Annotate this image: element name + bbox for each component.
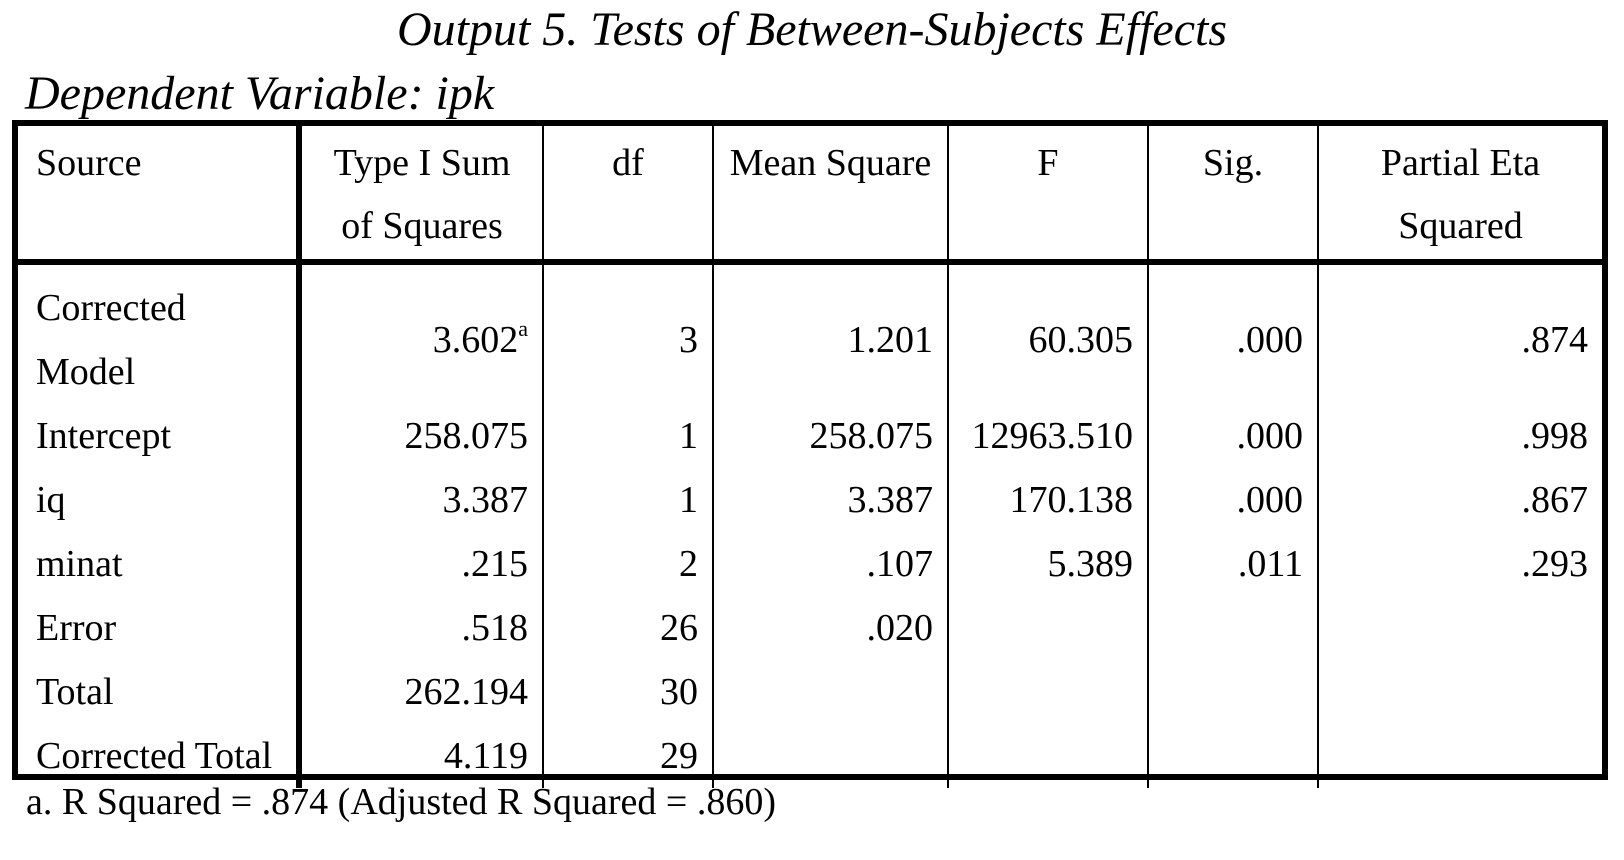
cell-mean-square: 3.387 [713, 468, 948, 532]
row-source: Error [18, 596, 299, 660]
cell-f [948, 596, 1148, 660]
cell-partial-eta: .874 [1318, 262, 1602, 404]
header-df: df [543, 126, 713, 262]
cell-f: 5.389 [948, 532, 1148, 596]
cell-partial-eta: .998 [1318, 404, 1602, 468]
header-f: F [948, 126, 1148, 262]
row-source: minat [18, 532, 299, 596]
cell-mean-square [713, 724, 948, 788]
header-row [18, 126, 1602, 262]
cell-f [948, 660, 1148, 724]
cell-mean-square: .020 [713, 596, 948, 660]
header-sig: Sig. [1148, 126, 1318, 262]
cell-sum-squares: 3.602$^a$ [299, 262, 543, 404]
row-source: Corrected Total [18, 724, 299, 788]
footnote-marker: a [518, 315, 528, 341]
cell-partial-eta: .867 [1318, 468, 1602, 532]
cell-f: 60.305 [948, 262, 1148, 404]
cell-df: 3 [543, 262, 713, 404]
cell-mean-square [713, 660, 948, 724]
cell-partial-eta [1318, 596, 1602, 660]
cell-df: 2 [543, 532, 713, 596]
cell-f [948, 724, 1148, 788]
anova-table-frame [12, 120, 1608, 780]
cell-sig [1148, 724, 1318, 788]
cell-df: 26 [543, 596, 713, 660]
cell-sum-squares: .518 [299, 596, 543, 660]
row-source: Corrected Model [18, 262, 299, 404]
table-row-corrected-total [18, 724, 1602, 788]
header-partial-eta-squared: Partial Eta Squared [1318, 126, 1602, 262]
table-row-error [18, 596, 1602, 660]
anova-table [18, 126, 1602, 788]
header-type-i-sum-of-squares: Type I Sum of Squares [299, 126, 543, 262]
cell-sig: .000 [1148, 262, 1318, 404]
cell-partial-eta [1318, 660, 1602, 724]
table-row-intercept [18, 404, 1602, 468]
cell-mean-square: 1.201 [713, 262, 948, 404]
cell-sum-squares: 258.075 [299, 404, 543, 468]
table-title: Output 5. Tests of Between-Subjects Effects [396, 3, 1228, 56]
cell-df: 30 [543, 660, 713, 724]
table-row-corrected-model [18, 262, 1602, 404]
table-row-iq [18, 468, 1602, 532]
cell-partial-eta: .293 [1318, 532, 1602, 596]
row-source: Total [18, 660, 299, 724]
table-row-minat [18, 532, 1602, 596]
cell-sig [1148, 596, 1318, 660]
header-source: Source [18, 126, 299, 262]
dependent-variable-label: Dependent Variable: ipk [25, 67, 495, 120]
table-footnote: a. R Squared = .874 (Adjusted R Squared = .860) [26, 781, 776, 823]
row-source: Intercept [18, 404, 299, 468]
table-row-total [18, 660, 1602, 724]
cell-sum-squares: .215 [299, 532, 543, 596]
cell-mean-square: 258.075 [713, 404, 948, 468]
cell-sig: .000 [1148, 404, 1318, 468]
cell-sum-squares: 262.194 [299, 660, 543, 724]
cell-f: 170.138 [948, 468, 1148, 532]
cell-mean-square: .107 [713, 532, 948, 596]
cell-sum-squares: 4.119 [299, 724, 543, 788]
row-source: iq [18, 468, 299, 532]
header-mean-square: Mean Square [713, 126, 948, 262]
cell-sum-squares: 3.387 [299, 468, 543, 532]
cell-df: 29 [543, 724, 713, 788]
cell-partial-eta [1318, 724, 1602, 788]
cell-f: 12963.510 [948, 404, 1148, 468]
cell-df: 1 [543, 468, 713, 532]
cell-sig: .011 [1148, 532, 1318, 596]
cell-sig [1148, 660, 1318, 724]
cell-sig: .000 [1148, 468, 1318, 532]
cell-df: 1 [543, 404, 713, 468]
